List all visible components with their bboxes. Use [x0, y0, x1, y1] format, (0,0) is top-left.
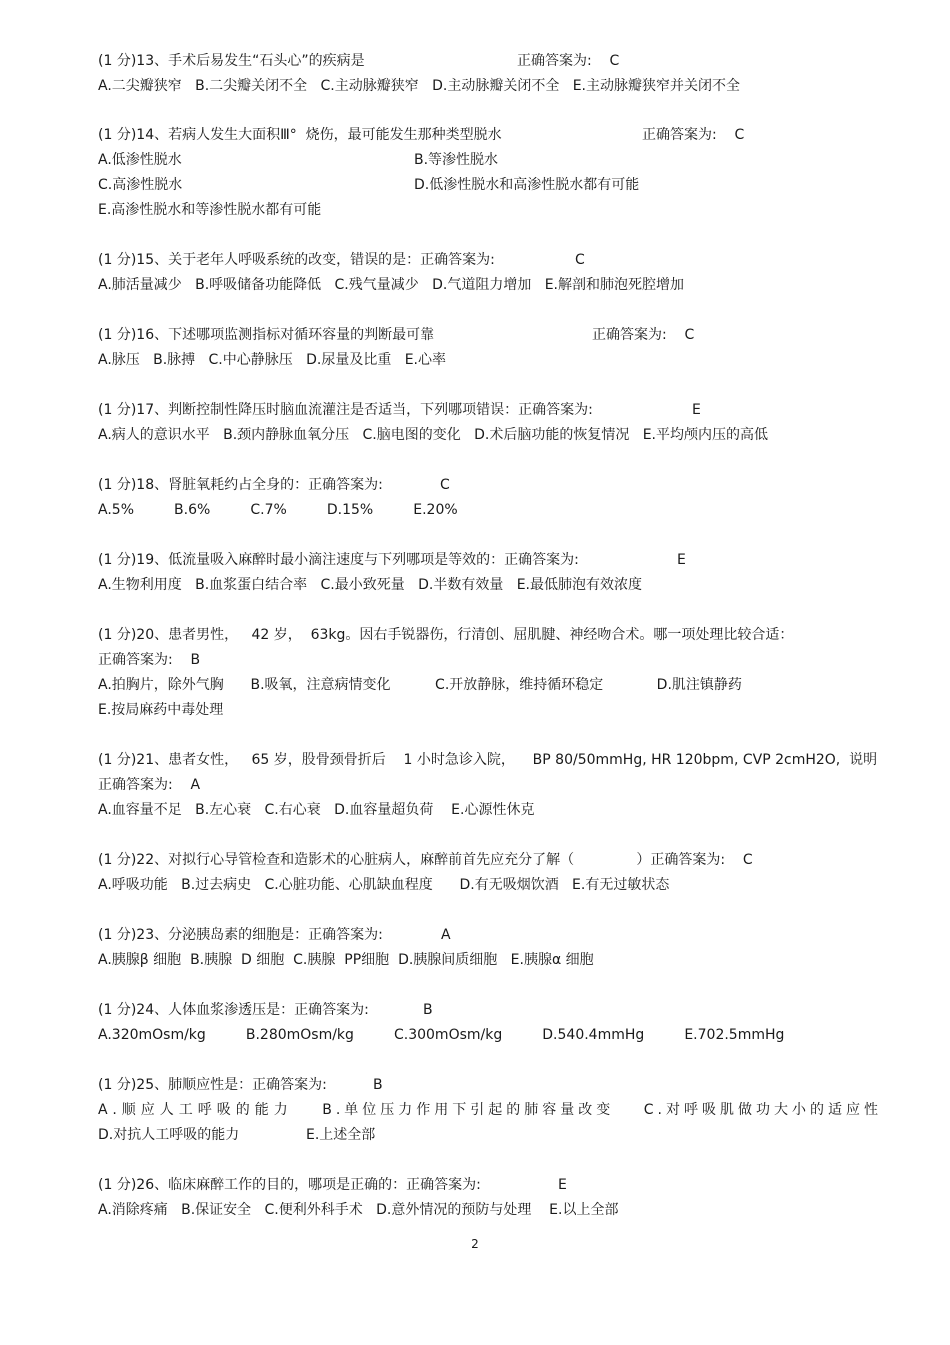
question-14-option-e: E.高渗性脱水和等渗性脱水都有可能 — [98, 202, 322, 218]
question-14-option-c: C.高渗性脱水 — [98, 177, 183, 193]
question-19-answer: E — [677, 552, 686, 568]
question-20-option-e: E.按局麻药中毒处理 — [98, 702, 224, 718]
question-26-options: A.消除疼痛 B.保证安全 C.便利外科手术 D.意外情况的预防与处理 E.以上全部 — [98, 1202, 619, 1218]
question-22-stem: (1 分)22、对拟行心导管检查和造影术的心脏病人，麻醉前首先应充分了解（ ）正确答案为: C — [98, 852, 753, 868]
question-14-option-a: A.低渗性脱水 — [98, 152, 182, 168]
question-20-stem: (1 分)20、患者男性， 42 岁， 63kg。因右手锐器伤，行清创、屈肌腱、神经吻合术。哪一项处理比较合适： — [98, 627, 794, 643]
question-23-options: A.胰腺β 细胞 B.胰腺 D 细胞 C.胰腺 PP细胞 D.胰腺间质细胞 E.胰腺α 细胞 — [98, 952, 594, 968]
question-20-answer: 正确答案为: B — [98, 652, 201, 668]
question-14-option-b: B.等渗性脱水 — [414, 152, 499, 168]
question-26-stem: (1 分)26、临床麻醉工作的目的，哪项是正确的：正确答案为: — [98, 1177, 481, 1193]
question-25-option-b: B.单位压力作用下引起的肺容量改变 — [322, 1102, 615, 1118]
question-14-stem: (1 分)14、若病人发生大面积Ⅲ° 烧伤，最可能发生那种类型脱水 — [98, 127, 502, 143]
question-24-options: A.320mOsm/kg B.280mOsm/kg C.300mOsm/kg D.540.4mmHg E.702.5mmHg — [98, 1027, 785, 1043]
question-26-answer: E — [558, 1177, 567, 1193]
question-23-answer: A — [441, 927, 451, 943]
question-18-options: A.5% B.6% C.7% D.15% E.20% — [98, 502, 458, 518]
question-16-options: A.脉压 B.脉搏 C.中心静脉压 D.尿量及比重 E.心率 — [98, 352, 446, 368]
question-18-answer: C — [440, 477, 450, 493]
question-16-answer: 正确答案为: C — [592, 327, 695, 343]
question-17-stem: (1 分)17、判断控制性降压时脑血流灌注是否适当，下列哪项错误：正确答案为: — [98, 402, 593, 418]
question-17-answer: E — [692, 402, 701, 418]
question-15-answer: C — [575, 252, 585, 268]
question-25-answer: B — [373, 1077, 383, 1093]
question-19-options: A.生物利用度 B.血浆蛋白结合率 C.最小致死量 D.半数有效量 E.最低肺泡有效浓度 — [98, 577, 642, 593]
question-25-stem: (1 分)25、肺顺应性是：正确答案为: — [98, 1077, 327, 1093]
page-number: 2 — [471, 1237, 479, 1251]
question-13-answer: 正确答案为: C — [517, 53, 620, 69]
question-14-answer: 正确答案为: C — [642, 127, 745, 143]
question-13-options: A.二尖瓣狭窄 B.二尖瓣关闭不全 C.主动脉瓣狭窄 D.主动脉瓣关闭不全 E.主动脉瓣狭窄并关闭不全 — [98, 78, 740, 94]
question-15-stem: (1 分)15、关于老年人呼吸系统的改变，错误的是：正确答案为: — [98, 252, 495, 268]
question-23-stem: (1 分)23、分泌胰岛素的细胞是：正确答案为: — [98, 927, 383, 943]
question-25-option-a: A.顺应人工呼吸的能力 — [98, 1102, 293, 1118]
question-18-stem: (1 分)18、肾脏氧耗约占全身的：正确答案为: — [98, 477, 383, 493]
question-13-stem: (1 分)13、手术后易发生“石头心”的疾病是 — [98, 53, 365, 69]
question-14-option-d: D.低渗性脱水和高渗性脱水都有可能 — [414, 177, 640, 193]
question-17-options: A.病人的意识水平 B.颈内静脉血氧分压 C.脑电图的变化 D.术后脑功能的恢复情况 E.平均颅内压的高低 — [98, 427, 768, 443]
question-21-options: A.血容量不足 B.左心衰 C.右心衰 D.血容量超负荷 E.心源性休克 — [98, 802, 535, 818]
question-20-options: A.拍胸片，除外气胸 B.吸氧，注意病情变化 C.开放静脉，维持循环稳定 D.肌注镇静药 — [98, 677, 742, 693]
question-25-options-line1 — [98, 1101, 882, 1119]
question-24-stem: (1 分)24、人体血浆渗透压是：正确答案为: — [98, 1002, 369, 1018]
question-22-options: A.呼吸功能 B.过去病史 C.心脏功能、心肌缺血程度 D.有无吸烟饮酒 E.有无过敏状态 — [98, 877, 670, 893]
question-16-stem: (1 分)16、下述哪项监测指标对循环容量的判断最可靠 — [98, 327, 435, 343]
question-25-options-line2: D.对抗人工呼吸的能力 E.上述全部 — [98, 1127, 376, 1143]
question-21-answer: 正确答案为: A — [98, 777, 201, 793]
question-24-answer: B — [423, 1002, 433, 1018]
question-15-options: A.肺活量减少 B.呼吸储备功能降低 C.残气量减少 D.气道阻力增加 E.解剖和肺泡死腔增加 — [98, 277, 684, 293]
question-25-option-c: C.对呼吸肌做功大小的适应性 — [643, 1102, 882, 1118]
question-19-stem: (1 分)19、低流量吸入麻醉时最小滴注速度与下列哪项是等效的：正确答案为: — [98, 552, 579, 568]
question-21-stem: (1 分)21、患者女性， 65 岁，股骨颈骨折后 1 小时急诊入院， BP 80/50mmHg, HR 120bpm, CVP 2cmH2O, 说明 — [98, 752, 878, 768]
